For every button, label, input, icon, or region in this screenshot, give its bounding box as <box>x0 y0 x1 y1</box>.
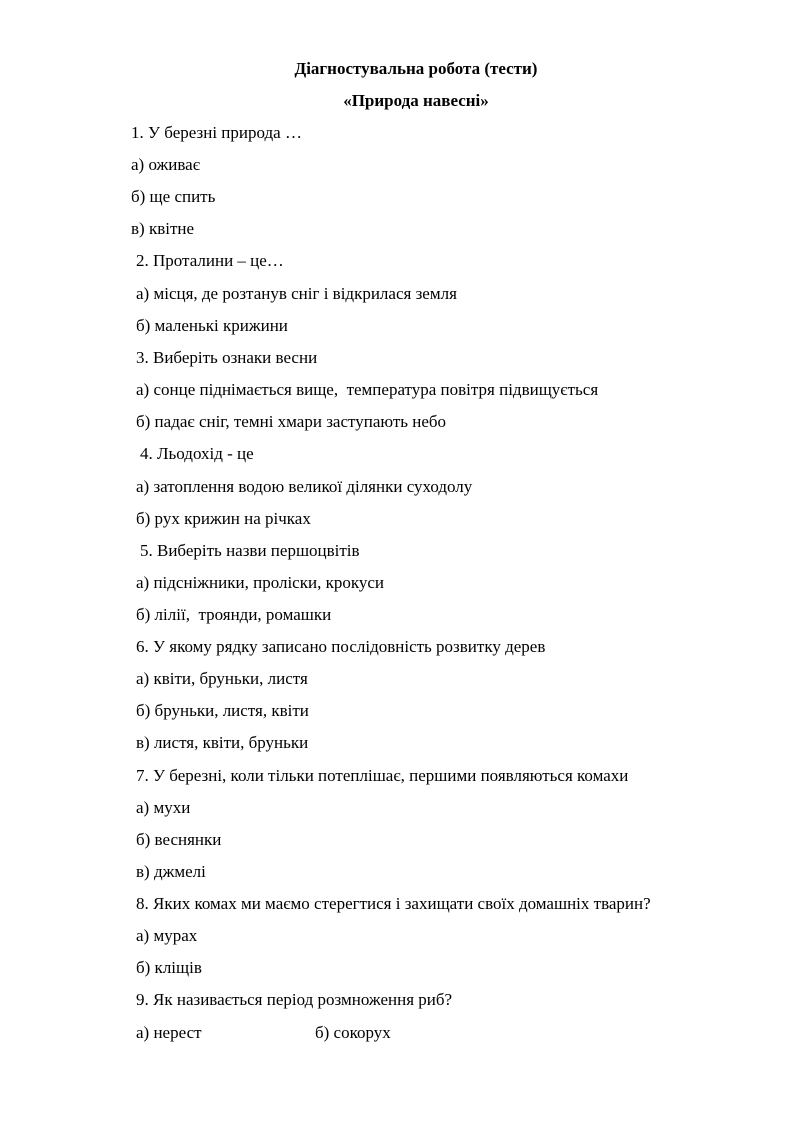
question-4: 4. Льодохід - це <box>140 444 254 463</box>
answer-4-a: а) затоплення водою великої ділянки суходолу <box>136 477 473 496</box>
answer-1-c: в) квітне <box>131 219 195 238</box>
answer-7-c: в) джмелі <box>136 862 206 881</box>
document-title: Діагностувальна робота (тести) <box>294 59 538 78</box>
question-9: 9. Як називається період розмноження риб? <box>136 990 453 1009</box>
answer-6-c: в) листя, квіти, бруньки <box>136 733 309 752</box>
answer-6-a: а) квіти, бруньки, листя <box>136 669 308 688</box>
answer-5-b: б) лілії, троянди, ромашки <box>136 605 332 624</box>
question-7: 7. У березні, коли тільки потеплішає, першими появляються комахи <box>136 766 629 785</box>
answer-7-b: б) веснянки <box>136 830 222 849</box>
answer-7-a: а) мухи <box>136 798 191 817</box>
question-2: 2. Проталини – це… <box>136 251 284 270</box>
answer-5-a: а) підсніжники, проліски, крокуси <box>136 573 384 592</box>
answer-4-b: б) рух крижин на річках <box>136 509 311 528</box>
answer-3-a: а) сонце піднімається вище, температура повітря підвищується <box>136 380 599 399</box>
answer-2-a: а) місця, де розтанув сніг і відкрилася земля <box>136 284 457 303</box>
answer-9-a: а) нерест <box>136 1023 202 1042</box>
question-3: 3. Виберіть ознаки весни <box>136 348 318 367</box>
question-8: 8. Яких комах ми маємо стерегтися і захищати своїх домашніх тварин? <box>136 894 651 913</box>
answer-3-b: б) падає сніг, темні хмари заступають небо <box>136 412 447 431</box>
answer-8-a: а) мурах <box>136 926 198 945</box>
question-5: 5. Виберіть назви першоцвітів <box>140 541 360 560</box>
answer-8-b: б) кліщів <box>136 958 202 977</box>
document-subtitle: «Природа навесні» <box>343 91 489 110</box>
answer-1-a: а) оживає <box>131 155 201 174</box>
answer-6-b: б) бруньки, листя, квіти <box>136 701 309 720</box>
answer-1-b: б) ще спить <box>131 187 216 206</box>
question-1: 1. У березні природа … <box>131 123 302 142</box>
answer-9-b: б) сокорух <box>315 1023 391 1042</box>
answer-2-b: б) маленькі крижини <box>136 316 288 335</box>
question-6: 6. У якому рядку записано послідовність розвитку дерев <box>136 637 546 656</box>
